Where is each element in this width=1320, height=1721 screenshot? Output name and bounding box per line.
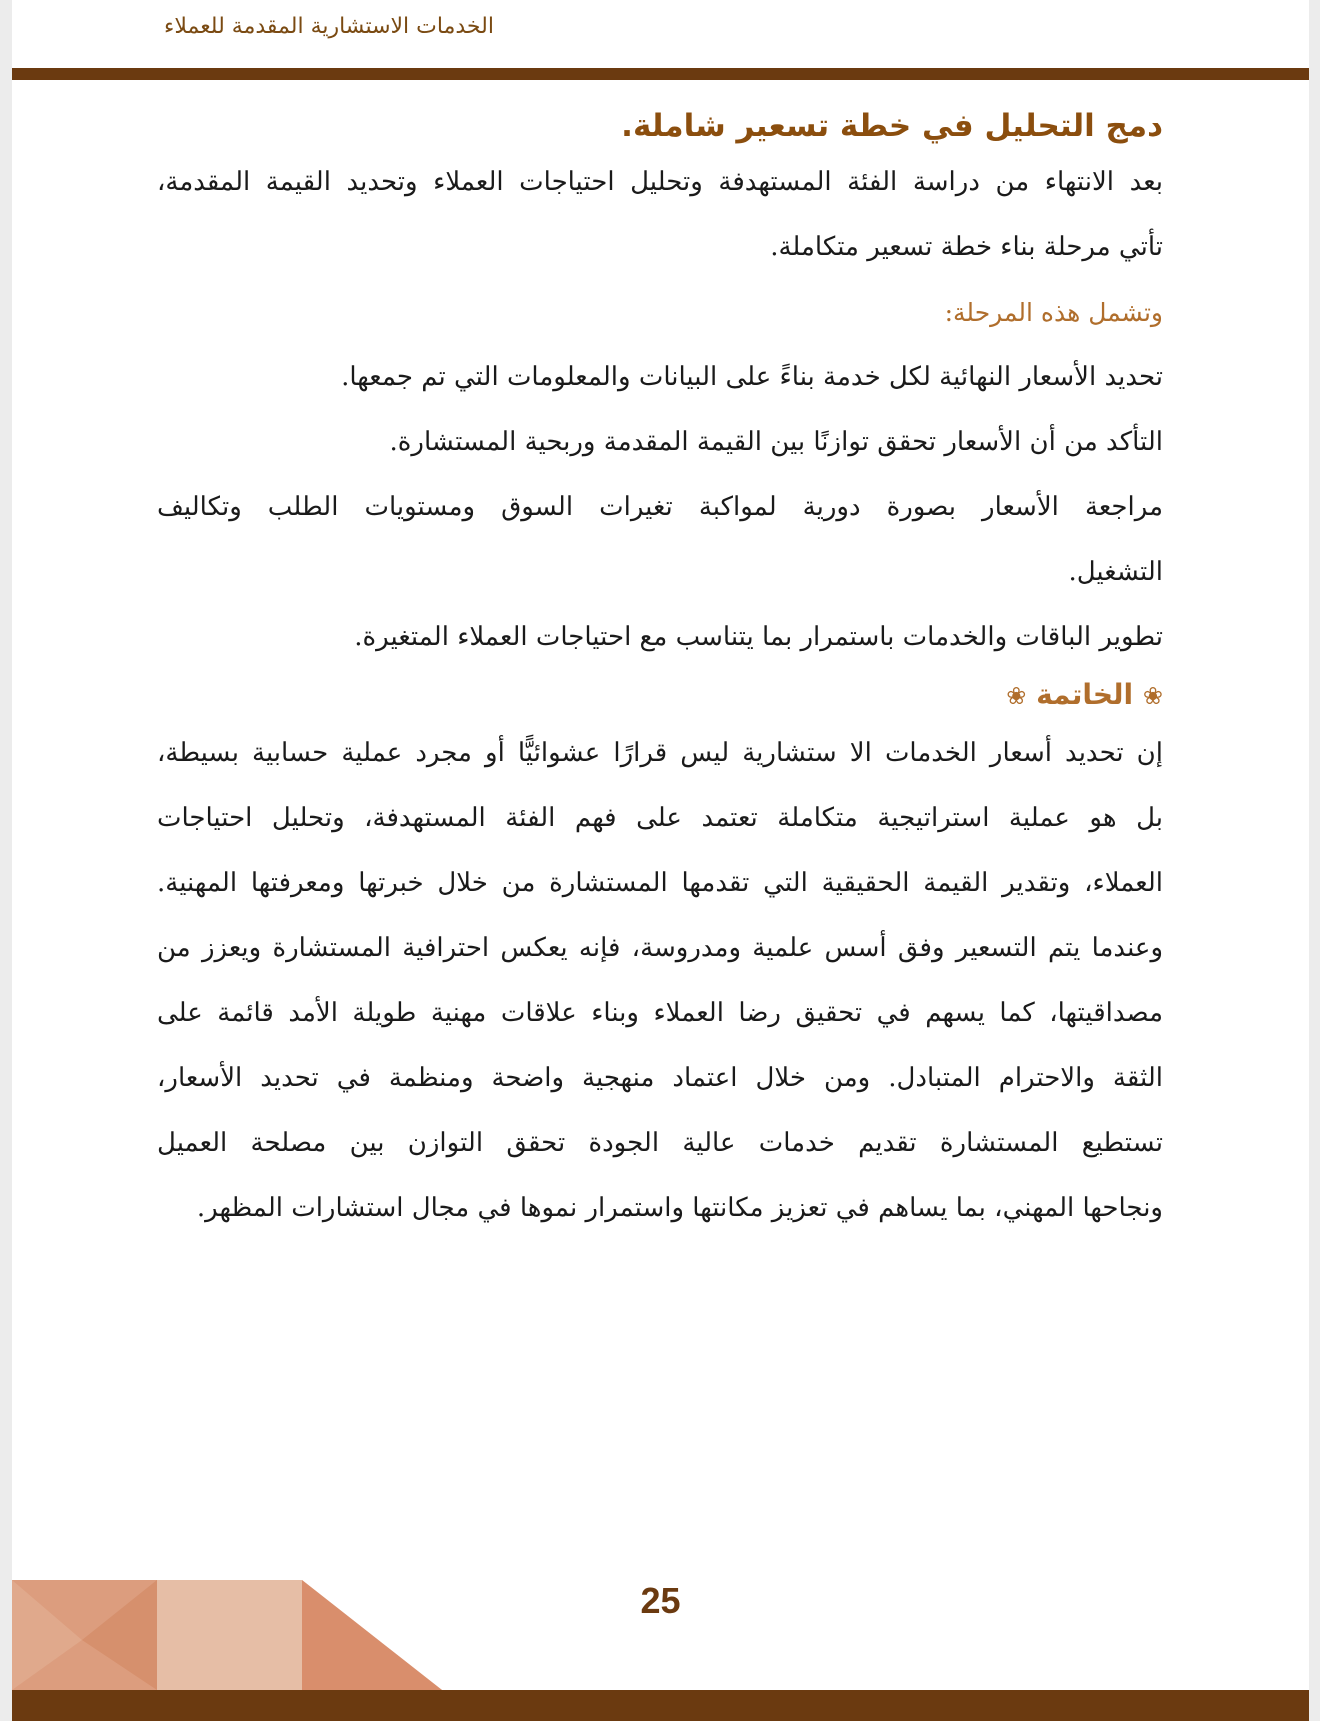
point-4: تطوير الباقات والخدمات باستمرار بما يتناسب مع احتياجات العملاء المتغيرة. bbox=[354, 622, 1163, 652]
conclusion-line-7: تستطيع المستشارة تقديم خدمات عالية الجودة تحقق التوازن بين مصلحة العميل bbox=[157, 1128, 1163, 1158]
flower-ornament-icon: ❀ bbox=[1006, 682, 1027, 710]
conclusion-heading-text: الخاتمة bbox=[1036, 678, 1134, 711]
conclusion-line-1: إن تحديد أسعار الخدمات الا ستشارية ليس قرارًا عشوائيًّا أو مجرد عملية حسابية بسيطة، bbox=[157, 738, 1163, 768]
header-rule bbox=[12, 68, 1309, 80]
conclusion-heading bbox=[157, 670, 1163, 721]
conclusion-line-4: وعندما يتم التسعير وفق أسس علمية ومدروسة، فإنه يعكس احترافية المستشارة ويعزز من bbox=[157, 933, 1163, 963]
conclusion-line-5: مصداقيتها، كما يسهم في تحقيق رضا العملاء وبناء علاقات مهنية طويلة الأمد قائمة على bbox=[157, 998, 1163, 1028]
page-content bbox=[157, 102, 1163, 1241]
section-title: دمج التحليل في خطة تسعير شاملة. bbox=[621, 108, 1163, 144]
document-page bbox=[12, 0, 1309, 1721]
conclusion-line-8: ونجاحها المهني، بما يساهم في تعزيز مكانتها واستمرار نموها في مجال استشارات المظهر. bbox=[196, 1193, 1163, 1223]
phase-subheading: وتشمل هذه المرحلة: bbox=[944, 298, 1163, 327]
point-3-continuation: التشغيل. bbox=[1068, 557, 1163, 587]
running-header: الخدمات الاستشارية المقدمة للعملاء bbox=[164, 14, 494, 39]
point-2: التأكد من أن الأسعار تحقق توازنًا بين القيمة المقدمة وربحية المستشارة. bbox=[389, 427, 1163, 457]
conclusion-line-3: العملاء، وتقدير القيمة الحقيقية التي تقدمها المستشارة من خلال خبرتها ومعرفتها المهنية. bbox=[157, 868, 1163, 898]
conclusion-line-2: بل هو عملية استراتيجية متكاملة تعتمد على فهم الفئة المستهدفة، وتحليل احتياجات bbox=[157, 803, 1163, 833]
point-1: تحديد الأسعار النهائية لكل خدمة بناءً على البيانات والمعلومات التي تم جمعها. bbox=[341, 362, 1163, 392]
intro-line-2: تأتي مرحلة بناء خطة تسعير متكاملة. bbox=[770, 232, 1163, 262]
page-number: 25 bbox=[640, 1580, 681, 1621]
flower-ornament-icon: ❀ bbox=[1142, 682, 1163, 710]
conclusion-line-6: الثقة والاحترام المتبادل. ومن خلال اعتماد منهجية واضحة ومنظمة في تحديد الأسعار، bbox=[157, 1063, 1163, 1093]
point-3: مراجعة الأسعار بصورة دورية لمواكبة تغيرات السوق ومستويات الطلب وتكاليف bbox=[157, 492, 1163, 522]
footer-bar bbox=[12, 1690, 1309, 1721]
intro-line-1: بعد الانتهاء من دراسة الفئة المستهدفة وتحليل احتياجات العملاء وتحديد القيمة المقدمة، bbox=[157, 167, 1163, 197]
